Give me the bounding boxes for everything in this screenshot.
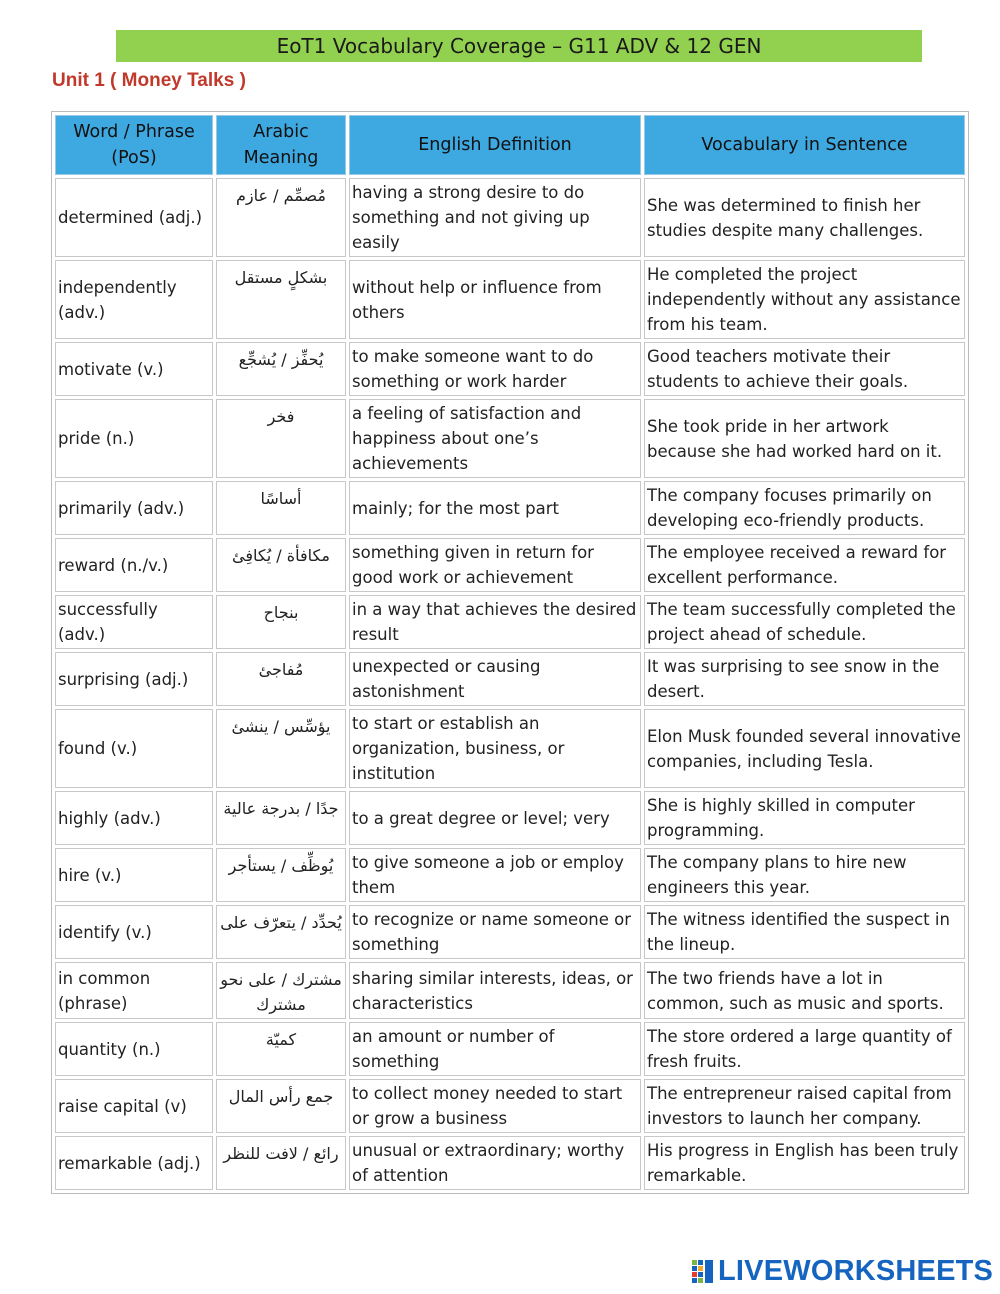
cell-word: highly (adv.)	[55, 791, 213, 845]
cell-word: reward (n./v.)	[55, 538, 213, 592]
table-row	[55, 652, 965, 706]
cell-arabic: بنجاح	[216, 595, 346, 649]
cell-definition: a feeling of satisfaction and happiness about one’s achievements	[349, 399, 641, 478]
table-row	[55, 905, 965, 959]
cell-definition: to recognize or name someone or something	[349, 905, 641, 959]
table-row	[55, 178, 965, 257]
liveworksheets-logo-text: LIVEWORKSHEETS	[718, 1254, 994, 1287]
table-row	[55, 709, 965, 788]
cell-arabic: بشكلٍ مستقل	[216, 260, 346, 339]
cell-sentence: Good teachers motivate their students to achieve their goals.	[644, 342, 965, 396]
cell-sentence: He completed the project independently without any assistance from his team.	[644, 260, 965, 339]
cell-word: found (v.)	[55, 709, 213, 788]
table-row	[55, 791, 965, 845]
cell-arabic: مكافأة / يُكافِئ	[216, 538, 346, 592]
cell-definition: mainly; for the most part	[349, 481, 641, 535]
cell-definition: in a way that achieves the desired result	[349, 595, 641, 649]
unit-title: Unit 1 ( Money Talks )	[52, 70, 246, 91]
cell-word: quantity (n.)	[55, 1022, 213, 1076]
cell-arabic: يُحفِّز / يُشجِّع	[216, 342, 346, 396]
header-word: Word / Phrase (PoS)	[55, 115, 213, 175]
vocabulary-table	[51, 111, 969, 1194]
cell-word: pride (n.)	[55, 399, 213, 478]
table-row	[55, 962, 965, 1019]
table-header-row	[55, 115, 965, 175]
cell-word: surprising (adj.)	[55, 652, 213, 706]
cell-arabic: كميّة	[216, 1022, 346, 1076]
cell-word: remarkable (adj.)	[55, 1136, 213, 1190]
cell-definition: unexpected or causing astonishment	[349, 652, 641, 706]
cell-word: identify (v.)	[55, 905, 213, 959]
table-row	[55, 260, 965, 339]
cell-definition: to make someone want to do something or work harder	[349, 342, 641, 396]
header-definition: English Definition	[349, 115, 641, 175]
table-row	[55, 481, 965, 535]
cell-word: in common (phrase)	[55, 962, 213, 1019]
cell-definition: something given in return for good work or achievement	[349, 538, 641, 592]
cell-arabic: يُحدِّد / يتعرّف على	[216, 905, 346, 959]
cell-sentence: The company focuses primarily on developing eco-friendly products.	[644, 481, 965, 535]
cell-definition: to collect money needed to start or grow a business	[349, 1079, 641, 1133]
cell-sentence: The two friends have a lot in common, such as music and sports.	[644, 962, 965, 1019]
cell-sentence: The employee received a reward for excellent performance.	[644, 538, 965, 592]
liveworksheets-logo-icon	[692, 1258, 714, 1284]
header-arabic: Arabic Meaning	[216, 115, 346, 175]
cell-word: independently (adv.)	[55, 260, 213, 339]
cell-word: motivate (v.)	[55, 342, 213, 396]
cell-arabic: فخر	[216, 399, 346, 478]
cell-sentence: She was determined to finish her studies despite many challenges.	[644, 178, 965, 257]
cell-definition: to start or establish an organization, business, or institution	[349, 709, 641, 788]
cell-sentence: Elon Musk founded several innovative companies, including Tesla.	[644, 709, 965, 788]
cell-definition: an amount or number of something	[349, 1022, 641, 1076]
cell-sentence: She is highly skilled in computer programming.	[644, 791, 965, 845]
cell-sentence: She took pride in her artwork because she had worked hard on it.	[644, 399, 965, 478]
cell-arabic: رائع / لافت للنظر	[216, 1136, 346, 1190]
cell-arabic: أساسًا	[216, 481, 346, 535]
table-row	[55, 399, 965, 478]
cell-definition: sharing similar interests, ideas, or characteristics	[349, 962, 641, 1019]
cell-arabic: مشترك / على نحو مشترك	[216, 962, 346, 1019]
cell-sentence: The company plans to hire new engineers this year.	[644, 848, 965, 902]
table-row	[55, 1079, 965, 1133]
cell-arabic: جدًا / بدرجة عالية	[216, 791, 346, 845]
cell-arabic: يُوظِّف / يستأجر	[216, 848, 346, 902]
cell-sentence: His progress in English has been truly remarkable.	[644, 1136, 965, 1190]
table-row	[55, 595, 965, 649]
cell-sentence: The team successfully completed the project ahead of schedule.	[644, 595, 965, 649]
cell-definition: to a great degree or level; very	[349, 791, 641, 845]
header-sentence: Vocabulary in Sentence	[644, 115, 965, 175]
table-row	[55, 342, 965, 396]
cell-word: raise capital (v)	[55, 1079, 213, 1133]
cell-arabic: جمع رأس المال	[216, 1079, 346, 1133]
cell-definition: without help or influence from others	[349, 260, 641, 339]
cell-word: primarily (adv.)	[55, 481, 213, 535]
table-row	[55, 1022, 965, 1076]
cell-arabic: يؤسِّس / ينشئ	[216, 709, 346, 788]
cell-arabic: مُصمِّم / عازم	[216, 178, 346, 257]
page-banner: EoT1 Vocabulary Coverage – G11 ADV & 12 GEN	[116, 30, 922, 62]
cell-word: successfully (adv.)	[55, 595, 213, 649]
cell-sentence: It was surprising to see snow in the desert.	[644, 652, 965, 706]
table-row	[55, 538, 965, 592]
cell-arabic: مُفاجئ	[216, 652, 346, 706]
cell-definition: to give someone a job or employ them	[349, 848, 641, 902]
liveworksheets-logo	[692, 1253, 993, 1289]
cell-definition: unusual or extraordinary; worthy of attention	[349, 1136, 641, 1190]
cell-word: hire (v.)	[55, 848, 213, 902]
cell-sentence: The entrepreneur raised capital from investors to launch her company.	[644, 1079, 965, 1133]
table-row	[55, 1136, 965, 1190]
cell-sentence: The store ordered a large quantity of fresh fruits.	[644, 1022, 965, 1076]
cell-word: determined (adj.)	[55, 178, 213, 257]
table-row	[55, 848, 965, 902]
cell-sentence: The witness identified the suspect in the lineup.	[644, 905, 965, 959]
cell-definition: having a strong desire to do something and not giving up easily	[349, 178, 641, 257]
